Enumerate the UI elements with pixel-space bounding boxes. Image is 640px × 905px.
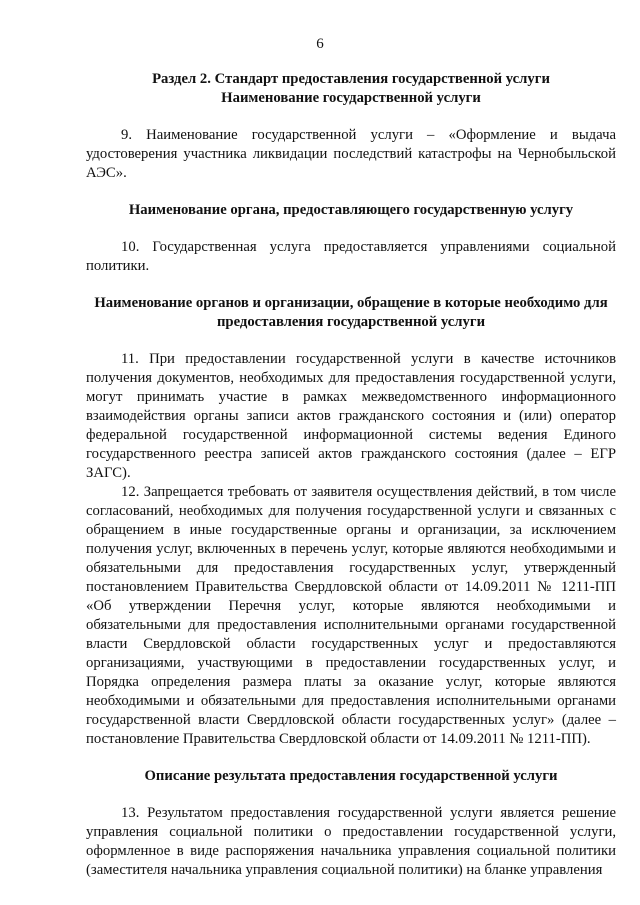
document-body: [86, 70, 616, 880]
page-number: 6: [316, 36, 324, 52]
paragraph-9: 9. Наименование государственной услуги – «Оформление и выдача удостоверения участника ликвидации последствий катастрофы на Чернобыльской АЭС».: [86, 127, 616, 181]
service-name-heading: Наименование государственной услуги: [221, 90, 481, 106]
section-heading: Раздел 2. Стандарт предоставления государственной услуги: [152, 71, 550, 87]
paragraph-12: 12. Запрещается требовать от заявителя осуществления действий, в том числе согласований, необходимых для получения государственной услуги и связанных с обращением в иные государственные органы и организации, за исключением получения услуг, включенных в перечень услуг, которые являются необходимыми и обязательными для предоставления государственных услуг, утвержденный постановлением Правительства Свердловской области от 14.09.2011 № 1211-ПП «Об утверждении Перечня услуг, которые являются необходимыми и обязательными для предоставления исполнительными органами государственной власти Свердловской области государственных услуг и предоставляются организациями, участвующими в предоставлении государственных услуг, и Порядка определения размера платы за оказание услуг, которые являются необходимыми и обязательными для предоставления исполнительными органами государственной власти Свердловской области государственных услуг» (далее – постановление Правительства Свердловской области от 14.09.2011 № 1211-ПП).: [86, 484, 616, 747]
paragraph-11: 11. При предоставлении государственной услуги в качестве источников получения документов, необходимых для предоставления государственной услуги, могут принимать участие в рамках межведомственного информационного взаимодействия органы записи актов гражданского состояния и (или) оператор федеральной государственной информационной системы ведения Единого государственного реестра записей актов гражданского состояния (далее – ЕГР ЗАГС).: [86, 351, 616, 481]
paragraph-13: 13. Результатом предоставления государственной услуги является решение управления социальной политики о предоставлении государственной услуги, оформленное в виде распоряжения начальника управления социальной политики (заместителя начальника управления социальной политики) на бланке управления: [86, 805, 616, 878]
organizations-heading: Наименование органов и организации, обращение в которые необходимо для предоставления государственной услуги: [94, 295, 608, 330]
paragraph-10: 10. Государственная услуга предоставляется управлениями социальной политики.: [86, 239, 616, 274]
authority-heading: Наименование органа, предоставляющего государственную услугу: [128, 202, 574, 218]
result-heading: Описание результата предоставления государственной услуги: [144, 768, 558, 784]
